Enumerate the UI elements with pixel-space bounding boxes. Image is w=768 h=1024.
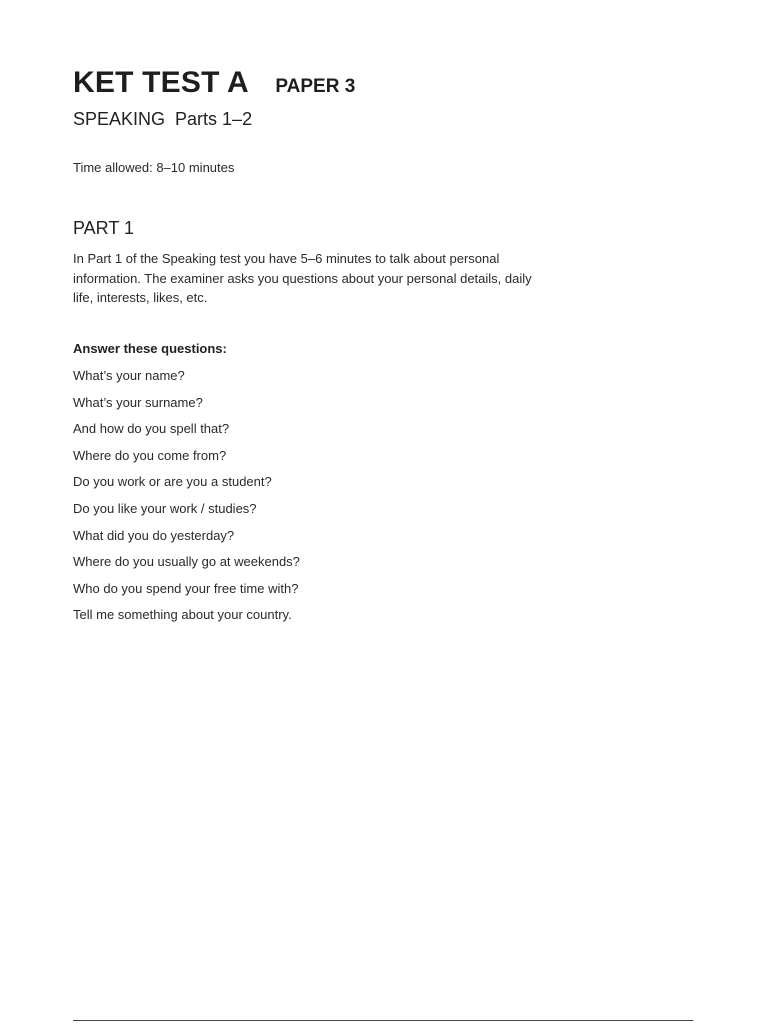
question-item: What’s your name? xyxy=(73,368,185,383)
part-1-intro: In Part 1 of the Speaking test you have 5–6 minutes to talk about personal information. The examiner asks you questions about your personal details, daily life, interests, likes, etc. xyxy=(73,251,532,305)
footer-divider xyxy=(73,1020,693,1021)
section-subtitle: SPEAKING Parts 1–2 xyxy=(73,109,253,129)
question-item: Tell me something about your country. xyxy=(73,607,292,623)
question-item: What did you do yesterday? xyxy=(73,527,235,543)
question-item: Do you work or are you a student? xyxy=(73,474,272,490)
time-allowed: Time allowed: 8–10 minutes xyxy=(73,160,235,175)
part-1-heading: PART 1 xyxy=(73,218,135,238)
question-item: Where do you come from? xyxy=(73,447,227,463)
question-item: And how do you spell that? xyxy=(73,421,230,437)
question-item: What’s your surname? xyxy=(73,394,203,410)
page-title-row xyxy=(73,66,355,100)
questions-heading: Answer these questions: xyxy=(73,341,227,356)
paper-label: PAPER 3 xyxy=(275,76,356,97)
question-item: Where do you usually go at weekends? xyxy=(73,554,300,570)
questions-list xyxy=(73,368,300,634)
page-title: KET TEST A xyxy=(73,66,249,99)
question-item: Do you like your work / studies? xyxy=(73,500,257,516)
question-item: Who do you spend your free time with? xyxy=(73,580,299,596)
